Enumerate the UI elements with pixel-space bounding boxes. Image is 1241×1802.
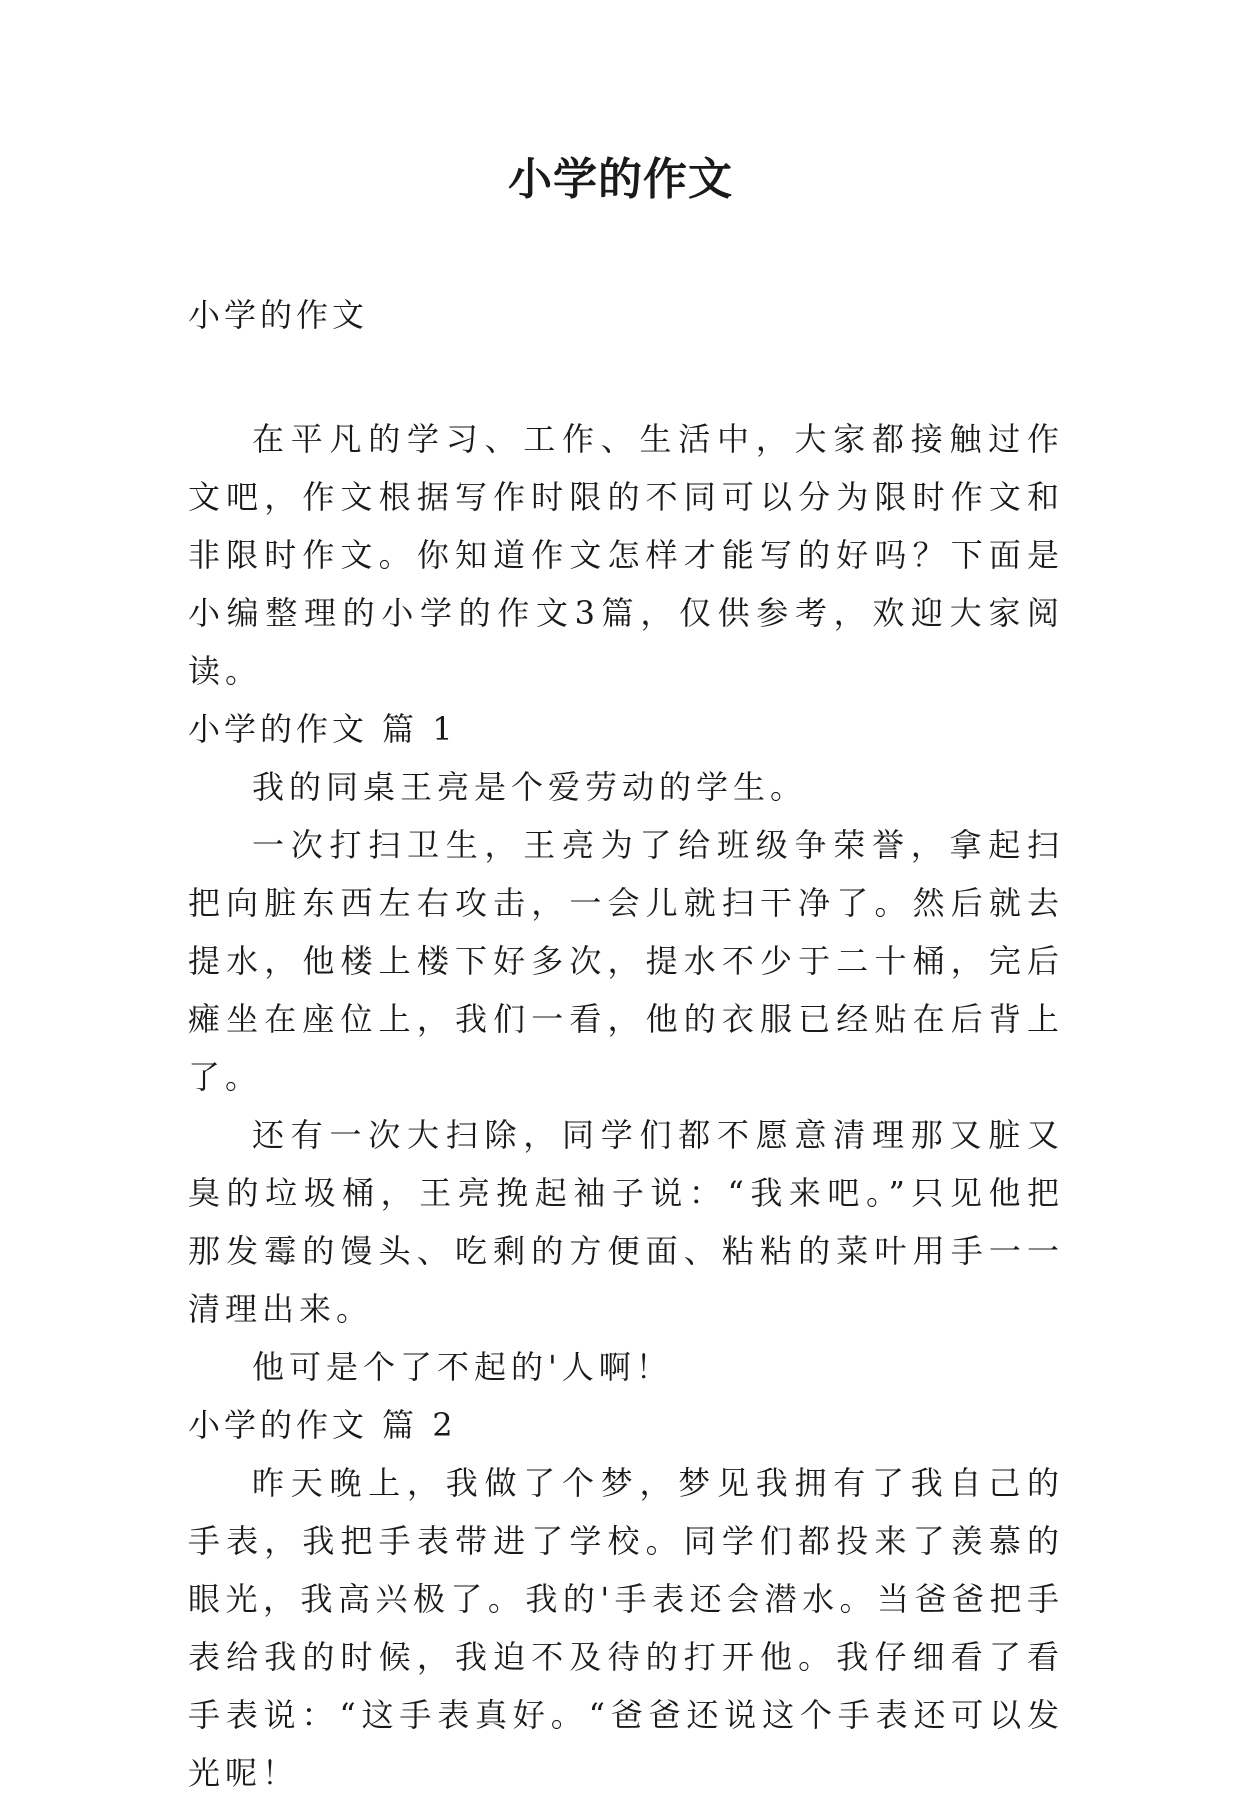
document-body [188,286,1064,1802]
document-subtitle: 小学的作文 [188,296,369,334]
section-heading-text: 小学的作文 [188,710,369,748]
section-heading-text: 小学的作文 [188,1406,369,1444]
body-paragraph: 我的同桌王亮是个爱劳动的学生。 [252,768,808,806]
section-number: 篇 2 [382,1406,457,1444]
section-number: 篇 1 [382,710,457,748]
section-heading [188,700,1064,758]
body-paragraph: 一次打扫卫生，王亮为了给班级争荣誉，拿起扫把向脏东西左右攻击，一会儿就扫干净了。然后就去提水，他楼上楼下好多次，提水不少于二十桶，完后瘫坐在座位上，我们一看，他的衣服已经贴在后背上了。 [188,826,1064,1096]
body-paragraph: 昨天晚上，我做了个梦，梦见我拥有了我自己的手表，我把手表带进了学校。同学们都投来了羡慕的眼光，我高兴极了。我的'手表还会潜水。当爸爸把手表给我的时候，我迫不及待的打开他。我仔细看了看手表说：“这手表真好。“爸爸还说这个手表还可以发光呢！ [188,1464,1064,1792]
spacer [188,344,1064,410]
body-paragraph: 他可是个了不起的'人啊！ [252,1348,673,1386]
body-paragraph: 还有一次大扫除，同学们都不愿意清理那又脏又臭的垃圾桶，王亮挽起袖子说：“我来吧。”只见他把那发霉的馒头、吃剩的方便面、粘粘的菜叶用手一一清理出来。 [188,1116,1064,1328]
intro-paragraph: 在平凡的学习、工作、生活中，大家都接触过作文吧，作文根据写作时限的不同可以分为限时作文和非限时作文。你知道作文怎样才能写的好吗？下面是小编整理的小学的作文3篇，仅供参考，欢迎大家阅读。 [188,420,1064,690]
section-heading [188,1396,1064,1454]
document-title: 小学的作文 [508,154,733,205]
